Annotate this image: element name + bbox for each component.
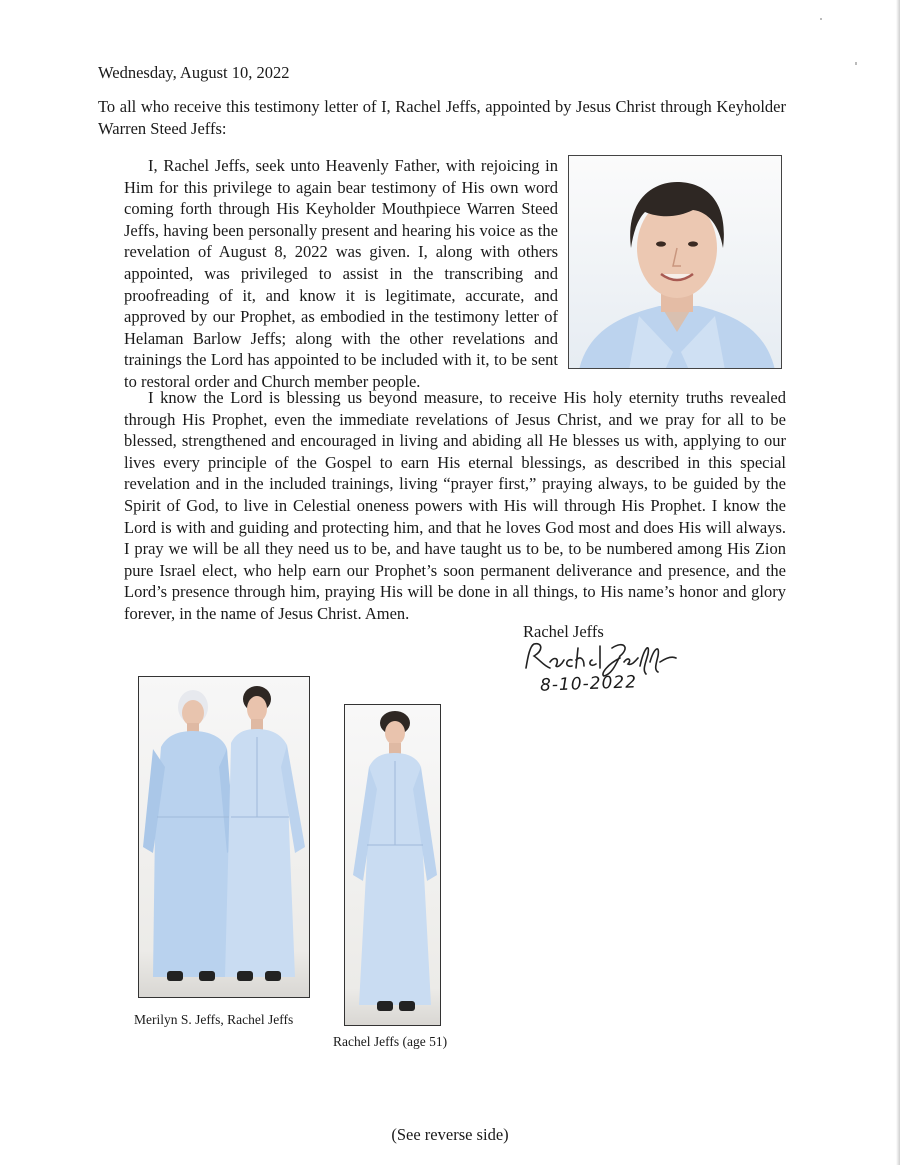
letter-salutation: To all who receive this testimony letter of I, Rachel Jeffs, appointed by Jesus Christ through Keyholder Warren Steed Jeffs:	[98, 97, 786, 138]
letter-date: Wednesday, August 10, 2022	[98, 63, 290, 82]
photo-caption-right: Rachel Jeffs (age 51)	[333, 1034, 448, 1049]
scan-speck	[855, 62, 857, 65]
portrait-photo	[568, 155, 782, 369]
signature-block	[520, 622, 720, 702]
letter-paragraph-1: I, Rachel Jeffs, seek unto Heavenly Father, with rejoicing in Him for this privilege to again bear testimony of His own word coming forth through His Keyholder Mouthpiece Warren Steed Jeffs, having been personally present and hearing his voice as the revelation of August 8, 2022 was given. I, along with others appointed, was privileged to assist in the transcribing and proofreading of it, and know it is legitimate, accurate, and approved by our Prophet, as embodied in the testimony letter of Helaman Barlow Jeffs; along with the other revelations and trainings the Lord has appointed to be included with it, to be sent to restoral order and Church member people.	[124, 156, 558, 391]
photo-two-women	[138, 676, 310, 998]
letter-paragraph-2: I know the Lord is blessing us beyond measure, to receive His holy eternity truths revealed through His Prophet, even the immediate revelations of Jesus Christ, and we pray for all to be blessed, strengthened and encouraged in living and abiding all He blesses us with, applying to our lives every principle of the Gospel to earn His eternal blessings, as described in this special revelation and in the included trainings, living “prayer first,” praying always, to be guided by the Spirit of God, to live in Celestial oneness powers with His will through His Prophet. I know the Lord is with and guiding and protecting him, and that he loves God most and does His will always. I pray we will be all they need us to be, and have taught us to be, to be numbered among His Zion pure Israel elect, who help earn our Prophet’s soon permanent deliverance and presence, and the Lord’s presence through him, praying His will be done in all things, to His name’s honor and glory forever, in the name of Jesus Christ. Amen.	[124, 388, 786, 623]
scan-speck	[820, 18, 822, 20]
scan-edge-shadow	[896, 0, 900, 1165]
photo-image-single-woman	[345, 705, 441, 1026]
photo-caption-left: Merilyn S. Jeffs, Rachel Jeffs	[134, 1012, 294, 1027]
photo-single-woman	[344, 704, 441, 1026]
footer-note: (See reverse side)	[391, 1125, 509, 1144]
handwritten-signature	[520, 638, 680, 678]
photo-image-two-women	[139, 677, 310, 998]
signature-printed-name: Rachel Jeffs	[523, 622, 604, 641]
portrait-image	[569, 156, 782, 369]
handwritten-date: 8-10-2022	[539, 672, 638, 696]
